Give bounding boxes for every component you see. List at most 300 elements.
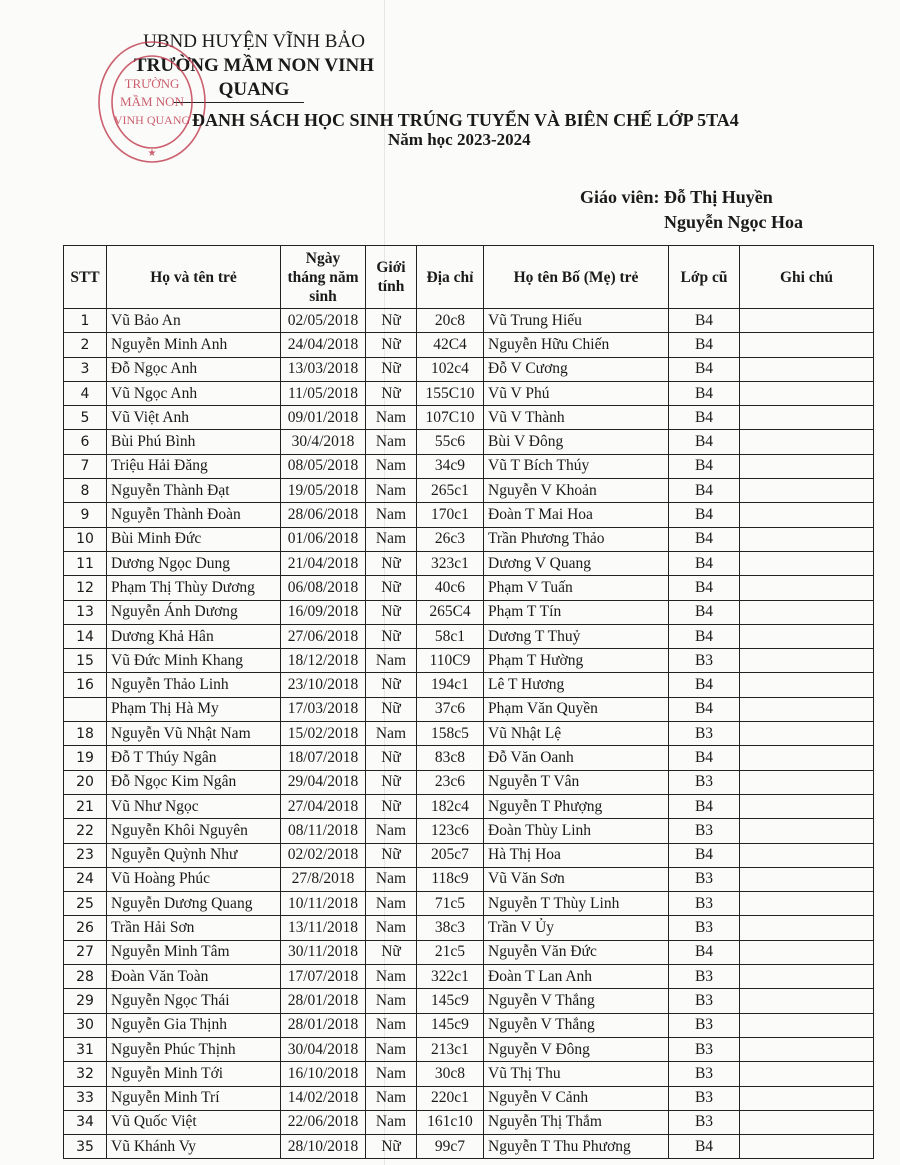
cell-parent-name: Phạm T Hường (484, 649, 669, 673)
cell-stt: 12 (64, 576, 107, 600)
cell-gender: Nữ (366, 576, 417, 600)
cell-child-name: Nguyễn Minh Anh (107, 333, 281, 357)
cell-stt: 32 (64, 1062, 107, 1086)
student-roster-table (63, 245, 874, 1159)
cell-date-of-birth: 18/12/2018 (281, 649, 366, 673)
cell-old-class: B4 (669, 503, 740, 527)
cell-note (740, 309, 874, 333)
cell-old-class: B3 (669, 1013, 740, 1037)
cell-address: 265C4 (417, 600, 484, 624)
cell-date-of-birth: 27/8/2018 (281, 867, 366, 891)
cell-gender: Nữ (366, 794, 417, 818)
cell-parent-name: Vũ Nhật Lệ (484, 722, 669, 746)
cell-stt: 21 (64, 794, 107, 818)
cell-old-class: B3 (669, 1110, 740, 1134)
cell-stt: 28 (64, 965, 107, 989)
cell-date-of-birth: 27/06/2018 (281, 624, 366, 648)
cell-old-class: B4 (669, 381, 740, 405)
cell-old-class: B4 (669, 843, 740, 867)
cell-stt: 20 (64, 770, 107, 794)
cell-gender: Nữ (366, 309, 417, 333)
cell-gender: Nam (366, 454, 417, 478)
cell-date-of-birth: 30/4/2018 (281, 430, 366, 454)
cell-old-class: B4 (669, 430, 740, 454)
cell-old-class: B3 (669, 916, 740, 940)
cell-old-class: B4 (669, 673, 740, 697)
teacher-name-2: Nguyễn Ngọc Hoa (664, 212, 803, 232)
cell-date-of-birth: 27/04/2018 (281, 794, 366, 818)
cell-gender: Nam (366, 892, 417, 916)
cell-date-of-birth: 02/02/2018 (281, 843, 366, 867)
cell-date-of-birth: 21/04/2018 (281, 551, 366, 575)
cell-child-name: Vũ Quốc Việt (107, 1110, 281, 1134)
cell-gender: Nam (366, 1013, 417, 1037)
cell-note (740, 454, 874, 478)
table-row (64, 600, 874, 624)
cell-old-class: B4 (669, 697, 740, 721)
cell-note (740, 722, 874, 746)
cell-date-of-birth: 23/10/2018 (281, 673, 366, 697)
cell-address: 23c6 (417, 770, 484, 794)
cell-date-of-birth: 15/02/2018 (281, 722, 366, 746)
cell-gender: Nam (366, 916, 417, 940)
table-row (64, 357, 874, 381)
cell-gender: Nam (366, 479, 417, 503)
table-row (64, 1135, 874, 1159)
cell-parent-name: Vũ T Bích Thúy (484, 454, 669, 478)
table-row (64, 746, 874, 770)
cell-stt: 13 (64, 600, 107, 624)
cell-stt: 6 (64, 430, 107, 454)
cell-child-name: Vũ Như Ngọc (107, 794, 281, 818)
table-header-row (64, 246, 874, 309)
cell-stt: 5 (64, 406, 107, 430)
org-underline (174, 102, 304, 103)
cell-gender: Nữ (366, 843, 417, 867)
cell-child-name: Vũ Ngọc Anh (107, 381, 281, 405)
cell-address: 58c1 (417, 624, 484, 648)
cell-note (740, 940, 874, 964)
cell-note (740, 965, 874, 989)
cell-date-of-birth: 18/07/2018 (281, 746, 366, 770)
table-row (64, 770, 874, 794)
cell-gender: Nam (366, 1086, 417, 1110)
cell-gender: Nữ (366, 1135, 417, 1159)
cell-gender: Nam (366, 1110, 417, 1134)
cell-address: 145c9 (417, 1013, 484, 1037)
cell-stt: 1 (64, 309, 107, 333)
cell-date-of-birth: 17/03/2018 (281, 697, 366, 721)
cell-stt: 31 (64, 1037, 107, 1061)
cell-note (740, 819, 874, 843)
cell-child-name: Nguyễn Minh Trí (107, 1086, 281, 1110)
cell-child-name: Nguyễn Phúc Thịnh (107, 1037, 281, 1061)
cell-stt: 35 (64, 1135, 107, 1159)
cell-address: 20c8 (417, 309, 484, 333)
cell-old-class: B4 (669, 746, 740, 770)
cell-address: 42C4 (417, 333, 484, 357)
cell-note (740, 746, 874, 770)
cell-parent-name: Đỗ Văn Oanh (484, 746, 669, 770)
cell-address: 107C10 (417, 406, 484, 430)
table-row (64, 965, 874, 989)
cell-parent-name: Hà Thị Hoa (484, 843, 669, 867)
stamp-line-3: VINH QUANG (113, 113, 191, 127)
cell-parent-name: Vũ Văn Sơn (484, 867, 669, 891)
cell-child-name: Nguyễn Quỳnh Như (107, 843, 281, 867)
cell-address: 322c1 (417, 965, 484, 989)
cell-child-name: Dương Khả Hân (107, 624, 281, 648)
table-row (64, 551, 874, 575)
cell-old-class: B4 (669, 551, 740, 575)
teacher-label: Giáo viên: (580, 187, 660, 207)
cell-address: 37c6 (417, 697, 484, 721)
cell-address: 55c6 (417, 430, 484, 454)
table-row (64, 503, 874, 527)
cell-child-name: Nguyễn Minh Tâm (107, 940, 281, 964)
cell-child-name: Vũ Việt Anh (107, 406, 281, 430)
cell-child-name: Nguyễn Gia Thịnh (107, 1013, 281, 1037)
table-row (64, 819, 874, 843)
cell-date-of-birth: 17/07/2018 (281, 965, 366, 989)
cell-gender: Nữ (366, 357, 417, 381)
cell-note (740, 673, 874, 697)
cell-parent-name: Đoàn T Mai Hoa (484, 503, 669, 527)
teacher-block (580, 185, 803, 235)
cell-address: 38c3 (417, 916, 484, 940)
cell-stt: 3 (64, 357, 107, 381)
cell-parent-name: Đoàn T Lan Anh (484, 965, 669, 989)
cell-date-of-birth: 10/11/2018 (281, 892, 366, 916)
cell-note (740, 1062, 874, 1086)
cell-child-name: Vũ Đức Minh Khang (107, 649, 281, 673)
cell-child-name: Phạm Thị Hà My (107, 697, 281, 721)
cell-address: 83c8 (417, 746, 484, 770)
cell-stt: 2 (64, 333, 107, 357)
cell-address: 220c1 (417, 1086, 484, 1110)
cell-gender: Nam (366, 503, 417, 527)
cell-child-name: Nguyễn Thành Đạt (107, 479, 281, 503)
cell-gender: Nam (366, 430, 417, 454)
col-parent-name: Họ tên Bố (Mẹ) trẻ (484, 246, 669, 309)
cell-old-class: B3 (669, 965, 740, 989)
table-row (64, 1037, 874, 1061)
stamp-line-1: TRƯỜNG (124, 76, 180, 91)
cell-stt: 18 (64, 722, 107, 746)
cell-note (740, 357, 874, 381)
cell-child-name: Nguyễn Vũ Nhật Nam (107, 722, 281, 746)
table-row (64, 406, 874, 430)
cell-note (740, 1086, 874, 1110)
table-row (64, 624, 874, 648)
cell-parent-name: Đoàn Thùy Linh (484, 819, 669, 843)
cell-address: 118c9 (417, 867, 484, 891)
cell-gender: Nữ (366, 746, 417, 770)
cell-date-of-birth: 28/10/2018 (281, 1135, 366, 1159)
cell-child-name: Đỗ Ngọc Anh (107, 357, 281, 381)
cell-old-class: B3 (669, 867, 740, 891)
cell-note (740, 916, 874, 940)
org-school-name: TRƯỜNG MẦM NON VINH QUANG (133, 55, 375, 100)
cell-gender: Nam (366, 1037, 417, 1061)
cell-note (740, 1135, 874, 1159)
cell-old-class: B4 (669, 624, 740, 648)
cell-gender: Nữ (366, 940, 417, 964)
cell-stt: 14 (64, 624, 107, 648)
cell-address: 155C10 (417, 381, 484, 405)
cell-note (740, 892, 874, 916)
cell-date-of-birth: 02/05/2018 (281, 309, 366, 333)
cell-parent-name: Trần Phương Thảo (484, 527, 669, 551)
cell-address: 30c8 (417, 1062, 484, 1086)
cell-child-name: Vũ Hoàng Phúc (107, 867, 281, 891)
table-row (64, 1013, 874, 1037)
cell-parent-name: Nguyễn T Thu Phương (484, 1135, 669, 1159)
table-row (64, 1062, 874, 1086)
cell-gender: Nữ (366, 551, 417, 575)
cell-old-class: B4 (669, 940, 740, 964)
table-row (64, 940, 874, 964)
cell-stt: 10 (64, 527, 107, 551)
table-row (64, 333, 874, 357)
cell-child-name: Đỗ Ngọc Kim Ngân (107, 770, 281, 794)
cell-old-class: B4 (669, 600, 740, 624)
cell-date-of-birth: 14/02/2018 (281, 1086, 366, 1110)
cell-stt: 24 (64, 867, 107, 891)
cell-parent-name: Vũ Trung Hiếu (484, 309, 669, 333)
table-row (64, 527, 874, 551)
cell-note (740, 697, 874, 721)
table-row (64, 430, 874, 454)
cell-old-class: B3 (669, 989, 740, 1013)
cell-note (740, 600, 874, 624)
table-row (64, 309, 874, 333)
cell-note (740, 843, 874, 867)
cell-stt: 7 (64, 454, 107, 478)
cell-child-name: Đỗ T Thúy Ngân (107, 746, 281, 770)
cell-child-name: Phạm Thị Thùy Dương (107, 576, 281, 600)
cell-parent-name: Vũ V Thành (484, 406, 669, 430)
cell-old-class: B4 (669, 576, 740, 600)
table-row (64, 1110, 874, 1134)
cell-gender: Nữ (366, 697, 417, 721)
cell-child-name: Nguyễn Ánh Dương (107, 600, 281, 624)
cell-old-class: B4 (669, 333, 740, 357)
cell-parent-name: Nguyễn Thị Thắm (484, 1110, 669, 1134)
cell-address: 161c10 (417, 1110, 484, 1134)
cell-note (740, 1013, 874, 1037)
cell-gender: Nam (366, 649, 417, 673)
cell-date-of-birth: 30/04/2018 (281, 1037, 366, 1061)
cell-child-name: Bùi Phú Bình (107, 430, 281, 454)
cell-parent-name: Vũ V Phú (484, 381, 669, 405)
cell-child-name: Trần Hải Sơn (107, 916, 281, 940)
cell-note (740, 867, 874, 891)
cell-note (740, 576, 874, 600)
table-row (64, 892, 874, 916)
cell-old-class: B4 (669, 309, 740, 333)
col-date-of-birth: Ngày tháng năm sinh (281, 246, 366, 309)
cell-address: 170c1 (417, 503, 484, 527)
cell-date-of-birth: 29/04/2018 (281, 770, 366, 794)
cell-stt: 29 (64, 989, 107, 1013)
cell-stt: 16 (64, 673, 107, 697)
cell-stt: 11 (64, 551, 107, 575)
cell-note (740, 503, 874, 527)
cell-date-of-birth: 28/01/2018 (281, 989, 366, 1013)
table-row (64, 794, 874, 818)
cell-address: 21c5 (417, 940, 484, 964)
cell-gender: Nam (366, 527, 417, 551)
cell-stt (64, 697, 107, 721)
cell-old-class: B4 (669, 357, 740, 381)
cell-note (740, 794, 874, 818)
cell-stt: 26 (64, 916, 107, 940)
cell-stt: 34 (64, 1110, 107, 1134)
cell-child-name: Nguyễn Dương Quang (107, 892, 281, 916)
table-row (64, 576, 874, 600)
stamp-line-2: MẦM NON (120, 94, 184, 109)
cell-date-of-birth: 08/05/2018 (281, 454, 366, 478)
school-year: Năm học 2023-2024 (388, 130, 531, 149)
col-notes: Ghi chú (740, 246, 874, 309)
cell-stt: 25 (64, 892, 107, 916)
cell-child-name: Nguyễn Thành Đoàn (107, 503, 281, 527)
cell-date-of-birth: 08/11/2018 (281, 819, 366, 843)
table-row (64, 989, 874, 1013)
cell-address: 40c6 (417, 576, 484, 600)
cell-parent-name: Lê T Hương (484, 673, 669, 697)
cell-address: 123c6 (417, 819, 484, 843)
cell-old-class: B3 (669, 1086, 740, 1110)
cell-note (740, 527, 874, 551)
cell-parent-name: Nguyễn T Vân (484, 770, 669, 794)
cell-old-class: B4 (669, 794, 740, 818)
cell-date-of-birth: 13/03/2018 (281, 357, 366, 381)
cell-address: 194c1 (417, 673, 484, 697)
cell-gender: Nữ (366, 381, 417, 405)
cell-address: 265c1 (417, 479, 484, 503)
cell-date-of-birth: 13/11/2018 (281, 916, 366, 940)
cell-parent-name: Trần V Ủy (484, 916, 669, 940)
cell-parent-name: Vũ Thị Thu (484, 1062, 669, 1086)
cell-date-of-birth: 28/06/2018 (281, 503, 366, 527)
cell-note (740, 333, 874, 357)
cell-address: 34c9 (417, 454, 484, 478)
teacher-name-1: Đỗ Thị Huyền (664, 187, 773, 207)
cell-note (740, 770, 874, 794)
cell-gender: Nữ (366, 624, 417, 648)
cell-parent-name: Nguyễn V Đông (484, 1037, 669, 1061)
cell-note (740, 1110, 874, 1134)
cell-address: 99c7 (417, 1135, 484, 1159)
cell-old-class: B3 (669, 1037, 740, 1061)
table-row (64, 649, 874, 673)
cell-date-of-birth: 28/01/2018 (281, 1013, 366, 1037)
table-row (64, 697, 874, 721)
cell-gender: Nam (366, 867, 417, 891)
cell-old-class: B4 (669, 454, 740, 478)
cell-child-name: Đoàn Văn Toàn (107, 965, 281, 989)
cell-address: 323c1 (417, 551, 484, 575)
organization-header (104, 30, 404, 103)
cell-address: 110C9 (417, 649, 484, 673)
cell-parent-name: Nguyễn V Thắng (484, 1013, 669, 1037)
table-row (64, 722, 874, 746)
table-row (64, 843, 874, 867)
cell-child-name: Nguyễn Thảo Linh (107, 673, 281, 697)
cell-child-name: Nguyễn Minh Tới (107, 1062, 281, 1086)
cell-address: 213c1 (417, 1037, 484, 1061)
cell-child-name: Triệu Hải Đăng (107, 454, 281, 478)
cell-stt: 23 (64, 843, 107, 867)
cell-date-of-birth: 30/11/2018 (281, 940, 366, 964)
cell-gender: Nam (366, 989, 417, 1013)
cell-gender: Nữ (366, 673, 417, 697)
cell-old-class: B4 (669, 406, 740, 430)
cell-date-of-birth: 16/10/2018 (281, 1062, 366, 1086)
cell-parent-name: Nguyễn V Cảnh (484, 1086, 669, 1110)
cell-child-name: Vũ Khánh Vy (107, 1135, 281, 1159)
cell-date-of-birth: 24/04/2018 (281, 333, 366, 357)
col-old-class: Lớp cũ (669, 246, 740, 309)
col-stt: STT (64, 246, 107, 309)
cell-parent-name: Nguyễn V Khoản (484, 479, 669, 503)
cell-parent-name: Phạm Văn Quyền (484, 697, 669, 721)
cell-old-class: B3 (669, 892, 740, 916)
cell-parent-name: Phạm T Tín (484, 600, 669, 624)
cell-note (740, 649, 874, 673)
cell-address: 26c3 (417, 527, 484, 551)
cell-date-of-birth: 01/06/2018 (281, 527, 366, 551)
cell-parent-name: Bùi V Đông (484, 430, 669, 454)
table-row (64, 916, 874, 940)
table-row (64, 867, 874, 891)
cell-parent-name: Nguyễn T Phượng (484, 794, 669, 818)
document-title: ĐANH SÁCH HỌC SINH TRÚNG TUYỂN VÀ BIÊN CHẾ LỚP 5TA4 (192, 110, 739, 130)
table-row (64, 479, 874, 503)
cell-parent-name: Dương T Thuỷ (484, 624, 669, 648)
cell-note (740, 430, 874, 454)
cell-old-class: B3 (669, 1062, 740, 1086)
cell-old-class: B4 (669, 479, 740, 503)
cell-date-of-birth: 16/09/2018 (281, 600, 366, 624)
cell-note (740, 551, 874, 575)
svg-text:★: ★ (147, 148, 157, 159)
org-parent-name: UBND HUYỆN VĨNH BẢO (143, 31, 365, 52)
cell-address: 71c5 (417, 892, 484, 916)
cell-child-name: Dương Ngọc Dung (107, 551, 281, 575)
cell-stt: 4 (64, 381, 107, 405)
cell-stt: 33 (64, 1086, 107, 1110)
cell-child-name: Nguyễn Khôi Nguyên (107, 819, 281, 843)
cell-stt: 30 (64, 1013, 107, 1037)
cell-date-of-birth: 19/05/2018 (281, 479, 366, 503)
cell-old-class: B3 (669, 649, 740, 673)
table-row (64, 454, 874, 478)
cell-gender: Nam (366, 406, 417, 430)
cell-address: 182c4 (417, 794, 484, 818)
cell-parent-name: Nguyễn V Thắng (484, 989, 669, 1013)
table-row (64, 381, 874, 405)
cell-parent-name: Dương V Quang (484, 551, 669, 575)
cell-parent-name: Phạm V Tuấn (484, 576, 669, 600)
col-gender: Giới tính (366, 246, 417, 309)
table-row (64, 1086, 874, 1110)
cell-gender: Nữ (366, 333, 417, 357)
cell-note (740, 989, 874, 1013)
cell-stt: 8 (64, 479, 107, 503)
